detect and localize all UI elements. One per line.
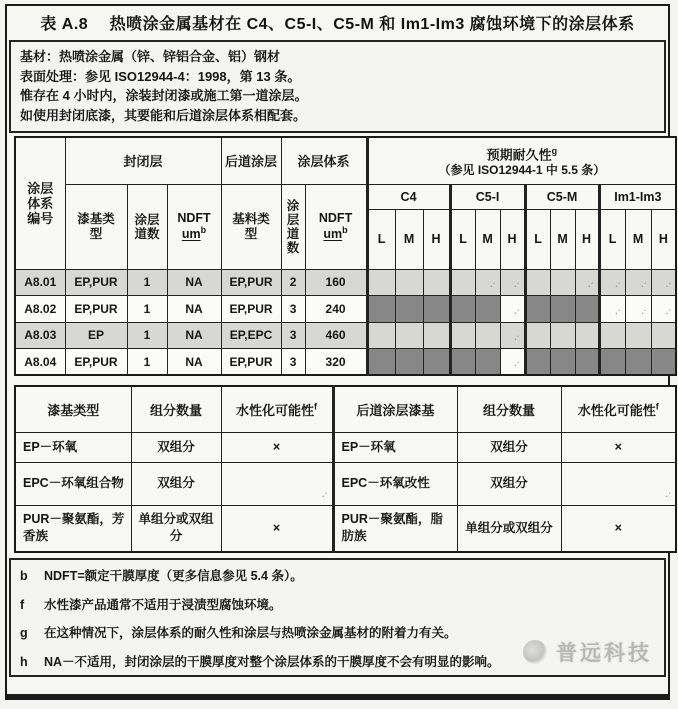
durability-C5-M-H-suitable <box>575 322 599 349</box>
legend-header-components: 组分数量 <box>131 386 221 432</box>
footnote-h <box>20 655 654 670</box>
watermark-text: 普远科技 <box>556 642 652 665</box>
header-level-h: H <box>651 209 676 269</box>
durability-C5-I-L-suitable <box>450 322 475 349</box>
durability-C4-H-suitable <box>423 269 450 296</box>
legend-row <box>15 462 676 505</box>
durability-Im1-Im3-H-suitable <box>651 349 676 376</box>
header-system-number: 涂层体系编号 <box>15 137 65 269</box>
table-title: 表 A.8 热喷涂金属基材在 C4、C5-I、C5-M 和 Im1-Im3 腐蚀环境下的涂层体系 <box>40 16 635 33</box>
ndft-footnote-marker: b <box>342 225 348 236</box>
header-system-ndft: NDFT $um^b$ <box>305 184 367 269</box>
durability-Im1-Im3-H-blank <box>651 296 676 323</box>
durability-C4-M-suitable <box>395 296 423 323</box>
durability-reference: （参见 ISO12944-1 中 5.5 条） <box>438 163 606 178</box>
footnote-key: f <box>20 597 25 612</box>
durability-C4-H-suitable <box>423 349 450 376</box>
durability-C5-M-H-suitable <box>575 349 599 376</box>
topcoat-paint-base: PUR－聚氨酯，脂肪族 <box>333 505 457 552</box>
header-binder-type: 基料类型 <box>221 184 281 269</box>
legend-header-paint-base: 漆基类型 <box>15 386 131 432</box>
durability-C5-M-L-suitable <box>525 296 550 323</box>
header-level-m: M <box>395 209 423 269</box>
topcoat-paint-base: EP－环氧 <box>333 432 457 462</box>
preamble-time-note: 惟存在 4 小时内，涂装封闭漆或施工第一道涂层。 <box>20 88 308 103</box>
seal-paint-base: EP－环氧 <box>15 432 131 462</box>
seal-paint-base: EP,PUR <box>65 349 127 376</box>
header-level-m: M <box>550 209 575 269</box>
durability-C5-M-H-blank <box>575 269 599 296</box>
footnote-g <box>20 626 654 641</box>
durability-C5-I-L-suitable <box>450 269 475 296</box>
table-frame <box>5 4 670 700</box>
seal-component-count: 双组分 <box>131 462 221 505</box>
seal-waterborne-possible <box>221 462 333 505</box>
durability-C5-I-H-blank <box>500 349 525 376</box>
header-env-im1-im3: Im1-Im3 <box>599 184 676 209</box>
footnote-f <box>20 598 654 613</box>
system-row-A8.01 <box>15 269 676 296</box>
seal-paint-base: EP,PUR <box>65 296 127 323</box>
legend-header-topcoat-base: 后道涂层漆基 <box>333 386 457 432</box>
topcoat-waterborne-possible: × <box>561 505 676 552</box>
footnote-text: 在这种情况下，涂层体系的耐久性和涂层与热喷涂金属基材的附着力有关。 <box>44 626 457 640</box>
preamble-surface-prep: 表面处理：参见 ISO12944-4：1998，第 13 条。 <box>20 68 301 84</box>
seal-paint-base: EP <box>65 322 127 349</box>
ndft-footnote-marker: b <box>200 225 207 236</box>
footnote-text: NA－不适用，封闭涂层的干膜厚度对整个涂层体系的干膜厚度不会有明显的影响。 <box>44 654 500 669</box>
durability-C4-L-suitable <box>367 269 395 296</box>
durability-C5-M-H-suitable <box>575 296 599 323</box>
header-level-h: H <box>575 209 599 269</box>
seal-paint-base: EPC－环氧组合物 <box>15 462 131 505</box>
ndft-value: 320 <box>305 349 367 376</box>
preamble-box <box>9 40 666 133</box>
footnotes-box <box>9 558 666 677</box>
ndft-value: 160 <box>305 269 367 296</box>
legend-row <box>15 432 676 462</box>
durability-Im1-Im3-L-suitable <box>599 322 625 349</box>
durability-C5-M-L-suitable <box>525 349 550 376</box>
coat-count: 3 <box>281 349 305 376</box>
waterborne-footnote-marker: f <box>314 401 317 412</box>
seal-component-count: 双组分 <box>131 432 221 462</box>
durability-Im1-Im3-M-suitable <box>625 349 651 376</box>
durability-Im1-Im3-L-suitable <box>599 349 625 376</box>
header-level-l: L <box>525 209 550 269</box>
header-env-c5m: C5-M <box>525 184 599 209</box>
durability-C5-M-M-suitable <box>550 349 575 376</box>
durability-C5-I-L-suitable <box>450 296 475 323</box>
binder-type: EP,PUR <box>221 269 281 296</box>
legend-header-waterborne: 水性化可能性$^f$ <box>561 386 676 432</box>
header-level-m: M <box>625 209 651 269</box>
binder-type: EP,PUR <box>221 296 281 323</box>
ndft-unit: um <box>323 227 343 242</box>
durability-C5-M-M-suitable <box>550 322 575 349</box>
seal-component-count: 单组分或双组分 <box>131 505 221 552</box>
system-no: A8.02 <box>15 296 65 323</box>
header-level-l: L <box>367 209 395 269</box>
system-no: A8.03 <box>15 322 65 349</box>
header-level-h: H <box>423 209 450 269</box>
header-expected-durability <box>367 137 676 184</box>
durability-C4-L-suitable <box>367 322 395 349</box>
durability-C5-M-L-suitable <box>525 269 550 296</box>
ndft-unit: um <box>181 227 201 242</box>
topcoat-component-count: 双组分 <box>457 462 561 505</box>
legend-header-components: 组分数量 <box>457 386 561 432</box>
durability-C4-L-suitable <box>367 296 395 323</box>
durability-footnote-marker: g <box>551 146 558 157</box>
durability-C5-I-H-blank <box>500 269 525 296</box>
seal-ndft: NA <box>167 269 221 296</box>
header-level-l: L <box>450 209 475 269</box>
seal-paint-base: EP,PUR <box>65 269 127 296</box>
durability-C5-I-M-suitable <box>475 322 500 349</box>
seal-coat-count: 1 <box>127 269 167 296</box>
durability-C5-I-M-suitable <box>475 349 500 376</box>
seal-ndft: NA <box>167 322 221 349</box>
durability-Im1-Im3-H-suitable <box>651 322 676 349</box>
waterborne-footnote-marker: f <box>655 401 659 412</box>
seal-ndft: NA <box>167 349 221 376</box>
seal-coat-count: 1 <box>127 322 167 349</box>
header-level-l: L <box>599 209 625 269</box>
header-level-h: H <box>500 209 525 269</box>
seal-waterborne-possible: × <box>221 505 333 552</box>
header-group-seal-layer: 封闭层 <box>65 137 221 184</box>
system-row-A8.02 <box>15 296 676 323</box>
footnote-key: b <box>20 569 28 583</box>
coating-systems-table <box>14 136 677 376</box>
durability-C5-M-M-suitable <box>550 296 575 323</box>
durability-Im1-Im3-L-blank <box>599 296 625 323</box>
header-group-coating-system: 涂层体系 <box>281 137 367 184</box>
durability-C5-I-H-blank <box>500 322 525 349</box>
durability-C4-M-suitable <box>395 322 423 349</box>
binder-type: EP,EPC <box>221 322 281 349</box>
seal-waterborne-possible: × <box>221 432 333 462</box>
ndft-value: 460 <box>305 322 367 349</box>
header-group-subsequent-coat: 后道涂层 <box>221 137 281 184</box>
system-row-A8.03 <box>15 322 676 349</box>
seal-coat-count: 1 <box>127 296 167 323</box>
header-seal-ndft: NDFT $um^b$ <box>167 184 221 269</box>
paint-base-legend-table <box>14 385 677 553</box>
durability-Im1-Im3-L-blank <box>599 269 625 296</box>
footnote-text: NDFT=额定干膜厚度（更多信息参见 5.4 条）。 <box>44 569 303 583</box>
seal-paint-base: PUR－聚氨酯，芳香族 <box>15 505 131 552</box>
durability-Im1-Im3-M-suitable <box>625 322 651 349</box>
topcoat-paint-base: EPC－环氧改性 <box>333 462 457 505</box>
ndft-value: 240 <box>305 296 367 323</box>
system-row-A8.04 <box>15 349 676 376</box>
topcoat-waterborne-possible: × <box>561 432 676 462</box>
topcoat-component-count: 双组分 <box>457 432 561 462</box>
durability-title: 预期耐久性 <box>486 147 552 163</box>
header-env-c5i: C5-I <box>450 184 525 209</box>
topcoat-waterborne-possible <box>561 462 676 505</box>
durability-C5-I-H-blank <box>500 296 525 323</box>
system-no: A8.04 <box>15 349 65 376</box>
durability-C4-H-suitable <box>423 322 450 349</box>
legend-header-waterborne: 水性化可能性$^f$ <box>221 386 333 432</box>
durability-Im1-Im3-M-blank <box>625 269 651 296</box>
durability-Im1-Im3-M-blank <box>625 296 651 323</box>
topcoat-component-count: 单组分或双组分 <box>457 505 561 552</box>
seal-ndft: NA <box>167 296 221 323</box>
durability-C4-M-suitable <box>395 269 423 296</box>
footnote-text: 水性漆产品通常不适用于浸渍型腐蚀环境。 <box>44 597 282 612</box>
footnote-key: h <box>20 654 28 669</box>
durability-C5-I-M-suitable <box>475 296 500 323</box>
system-no: A8.01 <box>15 269 65 296</box>
header-seal-paint-base: 漆基类型 <box>65 184 127 269</box>
binder-type: EP,PUR <box>221 349 281 376</box>
coat-count: 3 <box>281 296 305 323</box>
legend-row <box>15 505 676 552</box>
header-env-c4: C4 <box>367 184 450 209</box>
durability-C5-M-M-suitable <box>550 269 575 296</box>
preamble-sealer-note: 如使用封闭底漆，其要能和后道涂层体系相配套。 <box>20 107 307 123</box>
header-seal-coat-count: 涂层道数 <box>127 184 167 269</box>
durability-C4-L-suitable <box>367 349 395 376</box>
durability-C5-I-M-blank <box>475 269 500 296</box>
footnote-b <box>20 569 654 584</box>
durability-Im1-Im3-H-blank <box>651 269 676 296</box>
footnote-key: g <box>20 626 28 640</box>
preamble-substrate: 基材：热喷涂金属（锌、锌铝合金、铝）钢材 <box>20 49 281 64</box>
header-level-m: M <box>475 209 500 269</box>
header-system-coat-count: 涂层道数 <box>281 184 305 269</box>
durability-C4-M-suitable <box>395 349 423 376</box>
coat-count: 2 <box>281 269 305 296</box>
coat-count: 3 <box>281 322 305 349</box>
durability-C4-H-suitable <box>423 296 450 323</box>
seal-coat-count: 1 <box>127 349 167 376</box>
durability-C5-I-L-suitable <box>450 349 475 376</box>
durability-C5-M-L-suitable <box>525 322 550 349</box>
